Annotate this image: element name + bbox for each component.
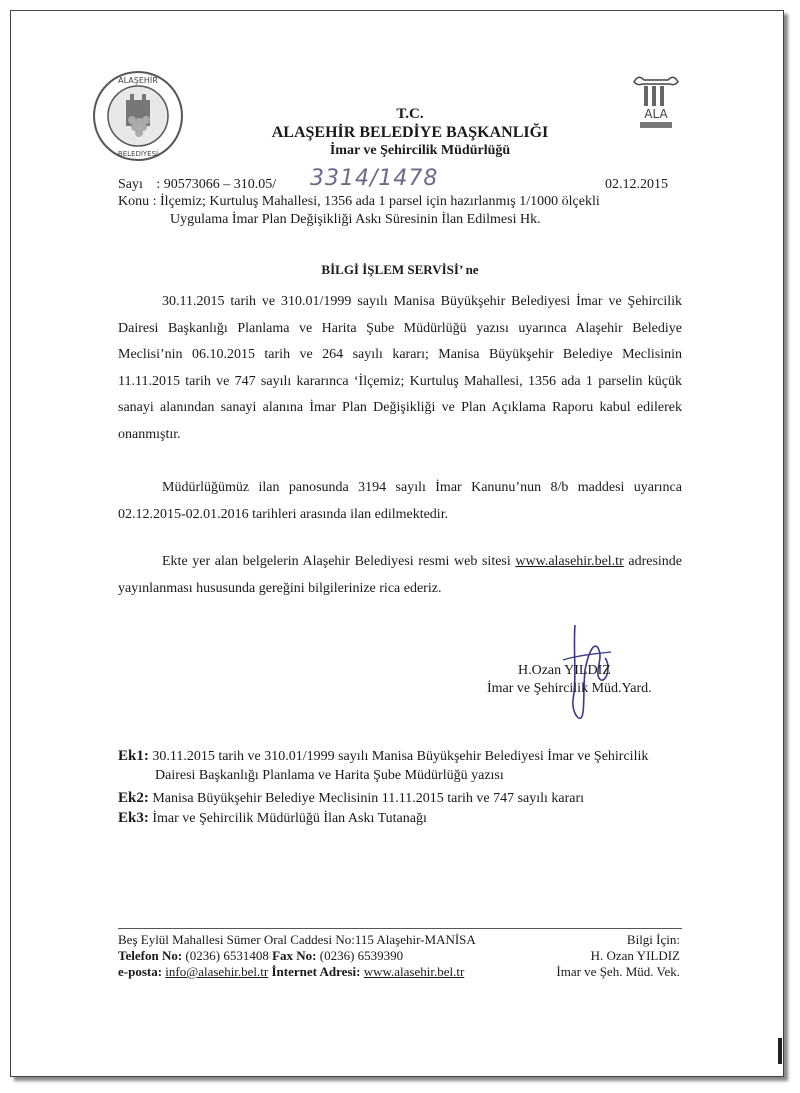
body-paragraph-2: Müdürlüğümüz ilan panosunda 3194 sayılı İmar Kanunu’nun 8/b maddesi uyarınca 02.12.2015-02.01.2016 tarihleri arasında ilan edilmektedir.	[118, 480, 682, 522]
svg-text:BELEDİYESİ: BELEDİYESİ	[117, 150, 159, 158]
email-link[interactable]: info@alasehir.bel.tr	[165, 964, 269, 979]
footer-divider	[118, 928, 682, 929]
header-tc: T.C.	[396, 106, 424, 122]
attachment-3-text: İmar ve Şehircilik Müdürlüğü İlan Askı Tutanağı	[152, 811, 427, 826]
para3-text-after: adresinde yayınlanması hususunda gereğini bilgilerinize rica ederiz.	[118, 554, 682, 596]
signatory-name: H.Ozan YILDIZ	[518, 663, 611, 678]
info-title: İmar ve Şeh. Müd. Vek.	[556, 964, 680, 979]
document-date: 02.12.2015	[605, 177, 668, 192]
para3-text-before: Ekte yer alan belgelerin Alaşehir Belediyesi resmi web sitesi	[162, 554, 516, 569]
attachment-1-label: Ek1:	[118, 748, 149, 764]
attachment-3-label: Ek3:	[118, 810, 149, 826]
footer-website-link[interactable]: www.alasehir.bel.tr	[363, 964, 465, 979]
info-name: H. Ozan YILDIZ	[590, 948, 680, 963]
attachment-2	[118, 790, 584, 807]
body-paragraph-1: 30.11.2015 tarih ve 310.01/1999 sayılı Manisa Büyükşehir Belediyesi İmar ve Şehircilik Dairesi Başkanlığı Planlama ve Harita Şube Müdürlüğü yazısı uyarınca Alaşehir Belediye Meclisi’nin 06.10.2015 tarih ve 264 sayılı kararı; Manisa Büyükşehir Belediye Meclisinin 11.11.2015 tarih ve 747 sayılı kararınca ‘İlçemiz; Kurtuluş Mahallesi, 1356 ada 1 parselin küçük sanayi alanından sanayi alanına İmar Plan Değişikliği ve Plan Açıklama Raporu kabul edilerek onanmıştır.	[118, 294, 682, 442]
recipient-heading: BİLGİ İŞLEM SERVİSİ’ ne	[321, 262, 479, 277]
konu-line-2: Uygulama İmar Plan Değişikliği Askı Süresinin İlan Edilmesi Hk.	[170, 212, 541, 227]
web-label: İnternet Adresi:	[268, 964, 361, 979]
institution-name: ALAŞEHİR BELEDİYE BAŞKANLIĞI	[271, 124, 549, 141]
footer-contact	[118, 964, 464, 980]
footer-phone-fax	[118, 948, 403, 964]
sayi-row	[118, 177, 276, 193]
info-label: Bilgi İçin:	[626, 932, 680, 947]
sayi-value: : 90573066 – 310.05/	[156, 177, 277, 192]
footer-address: Beş Eylül Mahallesi Sümer Oral Caddesi No:115 Alaşehir-MANİSA	[118, 932, 476, 947]
konu-row	[118, 194, 600, 210]
email-label: e-posta:	[118, 964, 163, 979]
website-link[interactable]: www.alasehir.bel.tr	[515, 554, 624, 569]
tel-value: (0236) 6531408	[182, 948, 273, 963]
attachment-3	[118, 810, 427, 827]
sayi-label: Sayı	[118, 177, 143, 192]
fax-value: (0236) 6539390	[316, 948, 404, 963]
scan-edge-mark	[778, 1038, 782, 1064]
attachment-1-continued: Dairesi Başkanlığı Planlama ve Harita Şube Müdürlüğü yazısı	[155, 768, 504, 783]
signatory-title: İmar ve Şehircilik Müd.Yard.	[487, 681, 652, 696]
tel-label: Telefon No:	[118, 948, 183, 963]
attachment-1	[118, 748, 648, 765]
ala-column-logo	[630, 72, 682, 132]
attachment-2-text: Manisa Büyükşehir Belediye Meclisinin 11.11.2015 tarih ve 747 sayılı kararı	[152, 791, 585, 806]
konu-line-1: : İlçemiz; Kurtuluş Mahallesi, 1356 ada 1 parsel için hazırlanmış 1/1000 ölçekli	[152, 194, 600, 209]
body-paragraph-3	[118, 549, 682, 602]
department-name: İmar ve Şehircilik Müdürlüğü	[329, 143, 511, 158]
attachment-2-label: Ek2:	[118, 790, 149, 806]
attachment-1-text: 30.11.2015 tarih ve 310.01/1999 sayılı Manisa Büyükşehir Belediyesi İmar ve Şehircilik	[152, 749, 649, 764]
fax-label: Fax No:	[272, 948, 317, 963]
handwritten-number: 3314/1478	[310, 166, 439, 191]
svg-text:ALAŞEHİR: ALAŞEHİR	[118, 76, 158, 85]
svg-text:ALA: ALA	[644, 107, 668, 121]
konu-label: Konu	[118, 194, 150, 209]
